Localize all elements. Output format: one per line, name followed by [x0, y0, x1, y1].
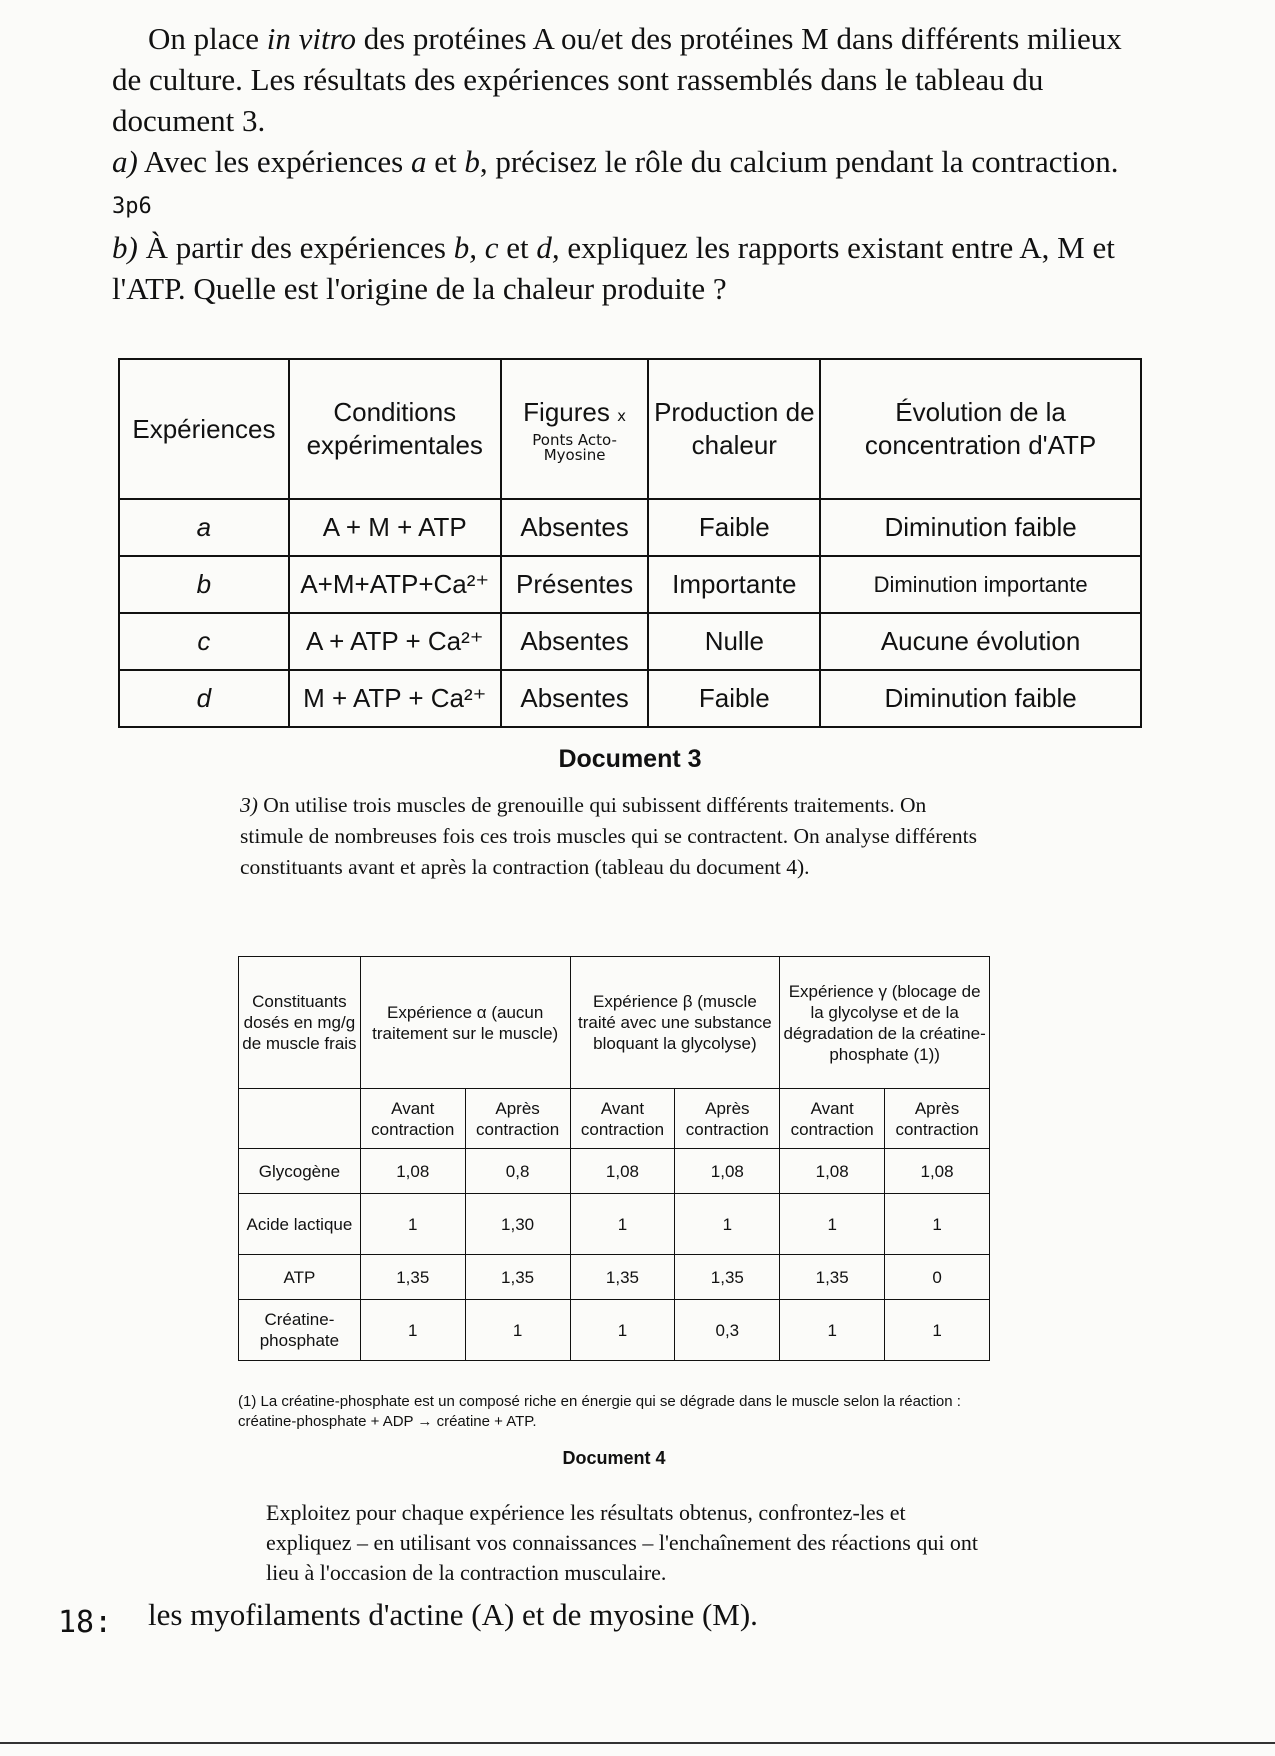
question-b-exp-d: d, [536, 230, 560, 265]
header-exp-alpha: Expérience α (aucun traitement sur le muscle) [360, 957, 570, 1089]
header-after: Après contraction [465, 1089, 570, 1149]
table-cell: 1 [675, 1194, 780, 1255]
table-cell: 1,08 [675, 1149, 780, 1194]
table-cell: 1 [780, 1300, 885, 1361]
document-3-title: Document 3 [558, 745, 702, 773]
question-a-label: a) [112, 144, 138, 179]
table-cell: 1,35 [465, 1255, 570, 1300]
header-atp: Évolution de la concentration d'ATP [820, 359, 1141, 499]
question-3 [240, 790, 990, 883]
cell-heat: Faible [648, 670, 820, 727]
table-cell: 1,35 [675, 1255, 780, 1300]
row-label: Créatine-phosphate [239, 1300, 361, 1361]
row-label: Acide lactique [239, 1194, 361, 1255]
table-cell: 0,8 [465, 1149, 570, 1194]
row-label: Glycogène [239, 1149, 361, 1194]
table-cell: 0,3 [675, 1300, 780, 1361]
table-cell: 1,08 [360, 1149, 465, 1194]
question-b-text-2: et [498, 230, 537, 265]
intro-text-start: On place [148, 21, 267, 56]
cell-exp: b [119, 556, 289, 613]
intro-paragraph [112, 18, 1142, 141]
header-figures [501, 359, 649, 499]
handwritten-note: 3p6 [112, 194, 152, 219]
handwritten-mark: x [617, 406, 626, 425]
table-cell: 1 [360, 1300, 465, 1361]
table-header-row [119, 359, 1141, 499]
question-b [112, 227, 1142, 309]
cell-exp: d [119, 670, 289, 727]
question-b-exp-bc: b, c [453, 230, 499, 265]
cell-heat: Nulle [648, 613, 820, 670]
table-cell: 1 [570, 1194, 675, 1255]
table-subheader-row [239, 1089, 990, 1149]
table-cell: 1,35 [780, 1255, 885, 1300]
header-heat: Production de chaleur [648, 359, 820, 499]
table-row [119, 556, 1141, 613]
table-cell: 1 [780, 1194, 885, 1255]
cell-exp: a [119, 499, 289, 556]
table-cell: 1,08 [780, 1149, 885, 1194]
document-4-title: Document 4 [562, 1448, 666, 1468]
table-row [119, 499, 1141, 556]
document-3-table [118, 358, 1142, 728]
footer-text: les myofilaments d'actine (A) et de myosine (M). [148, 1597, 758, 1632]
header-figures-label: Figures [523, 396, 610, 427]
table-cell: 0 [885, 1255, 990, 1300]
table-row [119, 613, 1141, 670]
header-exp-beta: Expérience β (muscle traité avec une substance bloquant la glycolyse) [570, 957, 780, 1089]
table-row [239, 1300, 990, 1361]
document-4-footnote: (1) La créatine-phosphate est un composé riche en énergie qui se dégrade dans le muscle selon la réaction : créatine-phosphate + ADP → créatine + ATP. [238, 1393, 961, 1430]
table-row [239, 1149, 990, 1194]
cell-atp: Diminution faible [820, 499, 1141, 556]
table-cell: 1,35 [360, 1255, 465, 1300]
question-a-text-1: Avec les expériences [137, 144, 411, 179]
cell-cond: A+M+ATP+Ca²⁺ [289, 556, 501, 613]
table-cell: 1 [465, 1300, 570, 1361]
table-cell: 1,08 [885, 1149, 990, 1194]
table-header-row [239, 957, 990, 1089]
header-after: Après contraction [885, 1089, 990, 1149]
table-row [239, 1255, 990, 1300]
table-row [119, 670, 1141, 727]
intro-block [112, 18, 1142, 309]
intro-in-vitro: in vitro [266, 21, 357, 56]
cell-fig: Absentes [501, 613, 649, 670]
cell-cond: M + ATP + Ca²⁺ [289, 670, 501, 727]
cell-heat: Faible [648, 499, 820, 556]
row-label: ATP [239, 1255, 361, 1300]
document-4-table [238, 956, 990, 1361]
handwritten-figures-note: Ponts Acto-Myosine [532, 430, 617, 464]
question-4-text: Exploitez pour chaque expérience les résultats obtenus, confrontez-les et expliquez – en utilisant vos connaissances – l'enchaînement des réactions qui ont lieu à l'occasion de la contraction musculaire. [266, 1500, 979, 1585]
table-cell: 1 [570, 1300, 675, 1361]
header-empty [239, 1089, 361, 1149]
table-row [239, 1194, 990, 1255]
header-after: Après contraction [675, 1089, 780, 1149]
question-3-text: On utilise trois muscles de grenouille qui subissent différents traitements. On stimule de nombreuses fois ces trois muscles qui se contractent. On analyse différents constituants avant et après la contraction (tableau du document 4). [240, 793, 977, 879]
cell-cond: A + M + ATP [289, 499, 501, 556]
question-b-text-1: À partir des expériences [137, 230, 454, 265]
cell-fig: Absentes [501, 499, 649, 556]
cell-atp: Aucune évolution [820, 613, 1141, 670]
question-a-exp-a: a [410, 144, 427, 179]
cell-fig: Présentes [501, 556, 649, 613]
header-before: Avant contraction [360, 1089, 465, 1149]
header-conditions: Conditions expérimentales [289, 359, 501, 499]
table-cell: 1,30 [465, 1194, 570, 1255]
cell-atp: Diminution faible [820, 670, 1141, 727]
question-a-exp-b: b [464, 144, 480, 179]
question-b-text-3: expliquez les rapports existant entre A, M et l'ATP. Quelle est l'origine de la chaleur produite ? [112, 230, 1115, 306]
table-cell: 1,35 [570, 1255, 675, 1300]
table-cell: 1 [885, 1194, 990, 1255]
cell-atp: Diminution importante [820, 556, 1141, 613]
question-a-text-2: et [426, 144, 465, 179]
header-exp-gamma: Expérience γ (blocage de la glycolyse et de la dégradation de la créatine-phosphate (1)) [780, 957, 990, 1089]
question-4 [266, 1498, 991, 1588]
table-cell: 1,08 [570, 1149, 675, 1194]
question-b-label: b) [112, 230, 138, 265]
question-3-label: 3) [240, 793, 258, 817]
cell-fig: Absentes [501, 670, 649, 727]
header-before: Avant contraction [570, 1089, 675, 1149]
header-constituents: Constituants dosés en mg/g de muscle frais [239, 957, 361, 1089]
intro-text-end: des protéines A ou/et des protéines M dans différents milieux de culture. Les résultats des expériences sont rassemblés dans le tableau du document 3. [112, 21, 1122, 138]
bottom-rule [0, 1742, 1275, 1744]
handwritten-number: 18: [58, 1605, 113, 1640]
question-a [112, 141, 1142, 227]
table-cell: 1 [360, 1194, 465, 1255]
cell-cond: A + ATP + Ca²⁺ [289, 613, 501, 670]
question-a-text-3: , précisez le rôle du calcium pendant la contraction. [479, 144, 1119, 179]
header-experiences: Expériences [119, 359, 289, 499]
table-cell: 1 [885, 1300, 990, 1361]
header-before: Avant contraction [780, 1089, 885, 1149]
cell-exp: c [119, 613, 289, 670]
cell-heat: Importante [648, 556, 820, 613]
